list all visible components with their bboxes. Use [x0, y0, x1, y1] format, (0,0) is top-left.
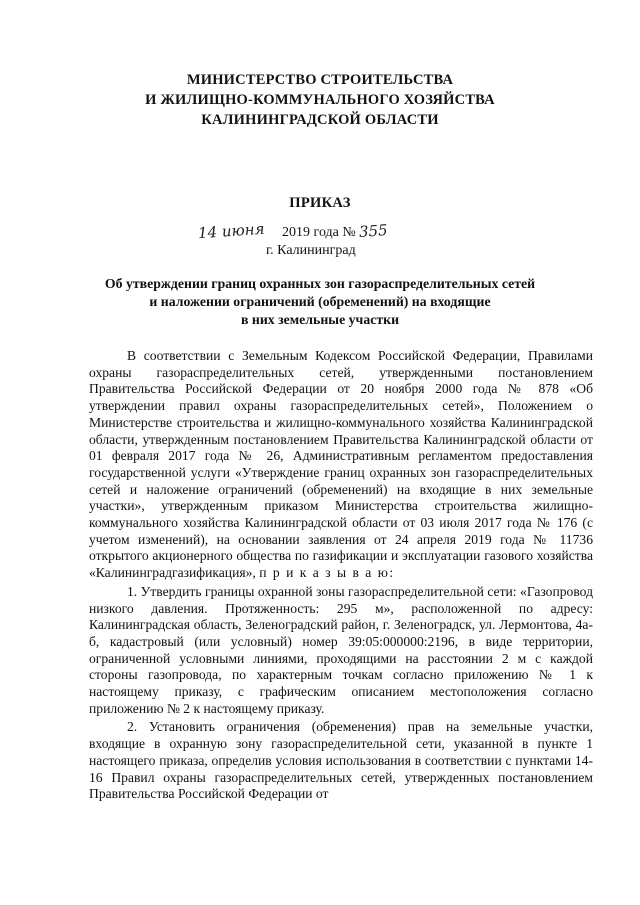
handwritten-date: 14 июня [197, 219, 266, 243]
ministry-header [0, 70, 640, 130]
item-2-paragraph: 2. Установить ограничения (обременения) прав на земельные участки, входящие в охранную зону газораспределительной сети, указанной в пункте 1 настоящего приказа, определив условия использования в соответствии с пунктами 14-16 Правил охраны газораспределительных сетей, утвержденных постановлением Правительства Российской Федерации от [89, 719, 593, 802]
order-subject-line-2: и наложении ограничений (обременений) на входящие [149, 294, 491, 309]
order-city: г. Калининград [266, 243, 356, 258]
directive-text: п р и к а з ы в а ю: [259, 565, 395, 581]
ministry-header-line-3: КАЛИНИНГРАДСКОЙ ОБЛАСТИ [201, 112, 439, 128]
order-subject-line-3: в них земельные участки [240, 312, 400, 327]
order-subject-line-1: Об утверждении границ охранных зон газораспределительных сетей [104, 276, 536, 291]
handwritten-order-number: 355 [358, 221, 389, 241]
printed-date: 2019 года № [282, 225, 356, 240]
order-date-line [197, 219, 389, 243]
item-1-paragraph: 1. Утвердить границы охранной зоны газораспределительной сети: «Газопровод низкого давления. Протяженность: 295 м», расположенной по адресу: Калининградская область, Зеленоградский район, г. Зеленоградск, ул. Лермонтова, 4а-б, кадастровый (или условный) номер 39:05:000000:2196, в виде территории, ограниченной условными линиями, проходящими на расстоянии 2 м с каждой стороны газопровода, по характерным точкам согласно приложению № 1 к настоящему приказу, с графическим описанием местоположения согласно приложению № 2 к настоящему приказу. [89, 583, 593, 716]
order-subject [0, 275, 640, 329]
preamble-paragraph [89, 348, 593, 582]
ministry-header-line-1: МИНИСТЕРСТВО СТРОИТЕЛЬСТВА [186, 72, 454, 88]
order-title: ПРИКАЗ [289, 195, 351, 211]
preamble-text: В соответствии с Земельным Кодексом Российской Федерации, Правилами охраны газораспределительных сетей, утвержденными постановлением Правительства Российской Федерации от 20 ноября 2000 года № 878 «Об утверждении правил охраны газораспределительных сетей», Положением о Министерстве строительства и жилищно-коммунального хозяйства Калининградской области, утвержденным постановлением Правительства Калининградской области от 01 февраля 2017 года № 26, Административным регламентом предоставления государственной услуги «Утверждение границ охранных зон газораспределительных сетей и наложение ограничений (обременений) на входящие в них земельные участки», утвержденным приказом Министерства строительства жилищно-коммунального хозяйства Калининградской области от 03 июля 2017 года № 176 (с учетом изменений), на основании заявления от 24 апреля 2019 года № 11736 открытого акционерного общества по газификации и эксплуатации газового хозяйства «Калининградгазификация», [89, 348, 593, 581]
ministry-header-line-2: И ЖИЛИЩНО-КОММУНАЛЬНОГО ХОЗЯЙСТВА [145, 92, 495, 108]
order-body [89, 348, 593, 803]
